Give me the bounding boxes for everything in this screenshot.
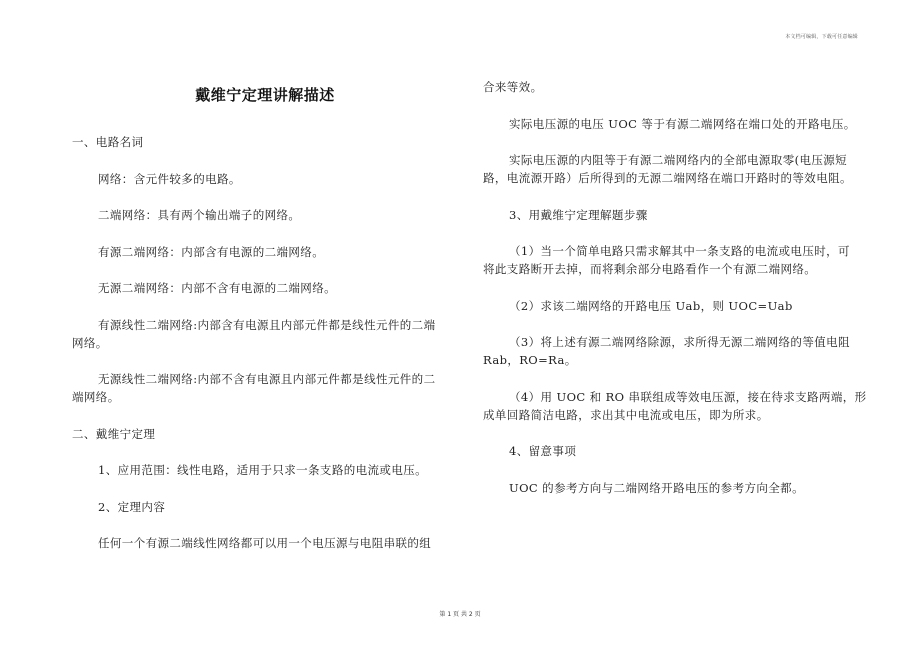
paragraph-line: （2）求该二端网络的开路电压 Uab，则 UOC=Uab [509,298,793,313]
paragraph-line: 成单回路简洁电路，求出其中电流或电压，即为所求。 [483,407,769,422]
paragraph-line: 2、定理内容 [98,499,166,514]
page-title: 戴维宁定理讲解描述 [195,86,335,104]
paragraph-line: 路，电流源开路）后所得到的无源二端网络在端口开路时的等效电阻。 [483,171,852,185]
paragraph-line: 有源二端网络：内部含有电源的二端网络。 [98,244,325,259]
paragraph-line: 将此支路断开去掉，而将剩余部分电路看作一个有源二端网络。 [483,262,817,276]
paragraph-line: 任何一个有源二端线性网络都可以用一个电压源与电阻串联的组 [98,536,432,550]
paragraph-line: 3、用戴维宁定理解题步骤 [509,207,648,222]
paragraph-line: 4、留意事项 [509,444,577,458]
paragraph-line: 网络。 [72,335,108,350]
paragraph-line: Rab，RO=Ra。 [483,353,577,367]
paragraph-line: 网络：含元件较多的电路。 [98,171,241,186]
left-column [72,133,462,571]
page-footer: 第 1 页 共 2 页 [439,611,481,618]
paragraph-line: （4）用 UOC 和 RO 串联组成等效电压源，接在待求支路两端，形 [509,389,867,404]
paragraph-line: 二端网络：具有两个输出端子的网络。 [98,208,301,222]
paragraph-line: 实际电压源的电压 UOC 等于有源二端网络在端口处的开路电压。 [509,116,856,131]
paragraph-line: 合来等效。 [483,80,543,94]
paragraph-line: 一、电路名词 [72,135,144,149]
paragraph-line: （3）将上述有源二端网络除源，求所得无源二端网络的等值电阻 [509,335,850,349]
paragraph-line: 1、应用范围：线性电路，适用于只求一条支路的电流或电压。 [98,463,428,477]
paragraph-line: （1）当一个简单电路只需求解其中一条支路的电流或电压时，可 [509,244,850,258]
paragraph-line: 端网络。 [72,390,120,404]
paragraph-line: 实际电压源的内阻等于有源二端网络内的全部电源取零(电压源短 [509,153,848,167]
header-note: 本文档可编辑，下载可任意编辑 [785,34,858,40]
paragraph-line: 无源二端网络：内部不含有电源的二端网络。 [98,281,336,295]
right-column [483,78,873,515]
paragraph-line: 有源线性二端网络:内部含有电源且内部元件都是线性元件的二端 [98,317,436,332]
paragraph-line: UOC 的参考方向与二端网络开路电压的参考方向全都。 [509,480,804,495]
paragraph-line: 无源线性二端网络:内部不含有电源且内部元件都是线性元件的二 [98,372,436,386]
paragraph-line: 二、戴维宁定理 [72,426,156,441]
